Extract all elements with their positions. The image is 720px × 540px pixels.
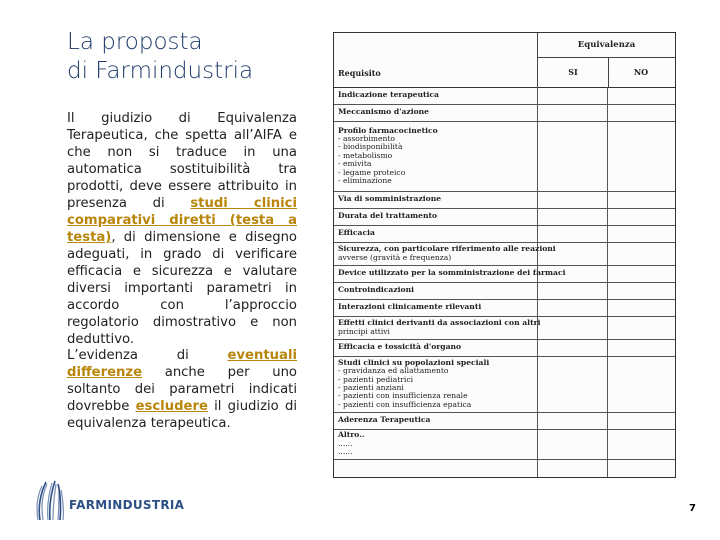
requisito-line: Altro..	[338, 430, 365, 440]
table-row	[334, 191, 675, 209]
requisito-line: - biodisponibilità	[338, 142, 403, 152]
requisito-line: ......	[338, 447, 353, 457]
requisito-label	[338, 431, 534, 456]
requisito-label	[338, 195, 534, 203]
title-line-1: La proposta	[67, 29, 203, 55]
requisito-label	[338, 91, 534, 99]
header-no: NO	[633, 67, 649, 77]
requisito-line: Interazioni clinicamente rilevanti	[338, 302, 482, 312]
header-requisito: Requisito	[338, 68, 381, 78]
table-row	[334, 265, 675, 283]
title-line-2: di Farmindustria	[67, 58, 254, 84]
table-row	[334, 208, 675, 226]
requisito-label	[338, 416, 534, 424]
highlight-escludere: escludere	[135, 399, 208, 414]
table-row	[334, 242, 675, 266]
requisito-line: Effetti clinici derivanti da associazioni con altri	[338, 318, 541, 328]
requisito-label	[338, 318, 541, 336]
table-row	[334, 282, 675, 300]
requisito-label	[338, 108, 534, 116]
requisito-label	[338, 359, 534, 409]
requisito-line: Efficacia e tossicità d'organo	[338, 342, 462, 352]
requisito-label	[338, 303, 534, 311]
table-row	[334, 121, 675, 192]
requisito-line: - pazienti pediatrici	[338, 374, 414, 384]
requisito-line: Aderenza Terapeutica	[338, 415, 431, 425]
requisito-line: principi attivi	[338, 326, 390, 336]
table-row	[334, 104, 675, 122]
requisito-line: Durata del trattamento	[338, 211, 438, 221]
highlight-eventuali-differenze: eventuali differenze	[67, 348, 297, 380]
paragraph-evidence: L’evidenza di eventuali differenze anche per uno soltanto dei parametri indicati dovrebbe escludere il giudizio di equivalenza terapeutica.	[67, 348, 297, 431]
requisito-line: Via di somministrazione	[338, 194, 442, 204]
header-si: SI	[537, 57, 609, 87]
requisito-label	[338, 244, 556, 262]
table-row	[334, 356, 675, 413]
table-row	[334, 429, 675, 460]
requisito-line: - pazienti con insufficienza epatica	[338, 399, 472, 409]
requisito-line: Studi clinici su popolazioni speciali	[338, 357, 490, 367]
requisito-line: - pazienti anziani	[338, 383, 404, 393]
requisito-line: Controindicazioni	[338, 285, 415, 295]
requisito-line: - eliminazione	[338, 176, 392, 186]
requisito-line: - emivita	[338, 159, 372, 169]
table-row	[334, 87, 675, 105]
page-title	[67, 28, 307, 86]
requisito-line: - gravidanza ed allattamento	[338, 366, 449, 376]
requisito-label	[338, 268, 566, 278]
requisito-line: - pazienti con insufficienza renale	[338, 391, 468, 401]
table-row	[334, 316, 675, 340]
page-number: 7	[689, 503, 696, 514]
requisito-line: Indicazione terapeutica	[338, 90, 439, 100]
requisito-line: - metabolismo	[338, 150, 393, 160]
requisito-line: Sicurezza, con particolare riferimento alle reazioni	[338, 244, 556, 254]
paragraph-equivalence: Il giudizio di Equivalenza Terapeutica, che spetta all’AIFA e che non si traduce in una automatica sostituibilità tra prodotti, deve essere attribuito in presenza di studi clinici comparativi diretti (testa a testa), di dimensione e disegno adeguati, in grado di verificare efficacia e sicurezza e valutare diversi importanti parametri in accordo con l’approccio regolatorio dimostrativo e non deduttivo.	[67, 111, 297, 347]
table-row	[334, 225, 675, 243]
table-row	[334, 339, 675, 357]
equivalence-table	[333, 32, 676, 478]
requisito-line: Device utilizzato per la somministrazione dei farmaci	[338, 268, 566, 278]
table-header-row	[334, 57, 675, 88]
requisito-line: Profilo farmacocinetico	[338, 125, 438, 135]
table-row	[334, 299, 675, 317]
requisito-line: Meccanismo d'azione	[338, 107, 429, 117]
requisito-label	[338, 229, 534, 237]
requisito-line: - legame proteico	[338, 167, 406, 177]
requisito-label	[338, 127, 534, 186]
requisito-line: - assorbimento	[338, 134, 396, 143]
requisito-line: avverse (gravità e frequenza)	[338, 252, 452, 262]
requisito-label	[338, 212, 534, 220]
requisito-line: ......	[338, 438, 353, 448]
table-row	[334, 412, 675, 430]
requisito-line: Efficacia	[338, 228, 375, 238]
header-equivalenza: Equivalenza	[537, 33, 675, 58]
requisito-label	[338, 343, 534, 351]
requisito-label	[338, 286, 534, 294]
logo-text: FARMINDUSTRIA	[69, 498, 185, 512]
highlight-studi-clinici: studi clinici comparativi diretti (testa a testa)	[67, 196, 297, 245]
